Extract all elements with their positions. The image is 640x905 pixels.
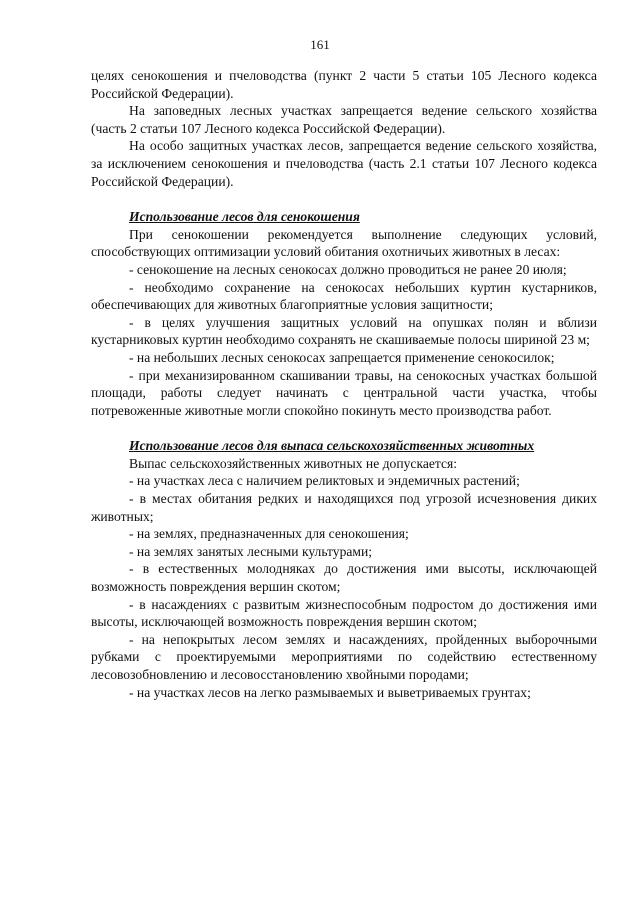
section-intro-grazing: Выпас сельскохозяйственных животных не допускается: — [129, 455, 458, 471]
document-body — [91, 67, 597, 701]
list-item: - сенокошение на лесных сенокосах должно проводиться не ранее 20 июля; — [129, 261, 567, 277]
list-item: - на непокрытых лесом землях и насаждениях, пройденных выборочными рубками с проектируемыми мероприятиями по содействию естественному лесовозобновлению и лесовосстановлению хвойными породами; — [91, 631, 597, 682]
section-intro-haymaking: При сенокошении рекомендуется выполнение следующих условий, способствующих оптимизации условий обитания охотничьих животных в лесах: — [91, 226, 597, 260]
paragraph-protected-forests: На особо защитных участках лесов, запрещается ведение сельского хозяйства, за исключением сенокошения и пчеловодства (часть 2.1 статьи 107 Лесного кодекса Российской Федерации). — [91, 138, 597, 189]
list-item: - в насаждениях с развитым жизнеспособным подростом до достижения ими высоты, исключающей возможность повреждения вершин скотом; — [91, 596, 597, 630]
list-item: - на участках леса с наличием реликтовых и эндемичных растений; — [129, 473, 520, 489]
section-heading-haymaking: Использование лесов для сенокошения — [129, 209, 360, 225]
list-item: - в местах обитания редких и находящихся под угрозой исчезновения диких животных; — [91, 491, 597, 524]
list-item: - на землях, предназначенных для сенокошения; — [129, 526, 409, 542]
list-item: - на землях занятых лесными культурами; — [129, 543, 373, 559]
list-item: - на участках лесов на легко размываемых и выветриваемых грунтах; — [129, 684, 531, 700]
list-item: - в целях улучшения защитных условий на опушках полян и вблизи кустарниковых куртин необходимо сохранять не скашиваемые полосы шириной 23 м; — [91, 314, 597, 348]
list-item: - при механизированном скашивании травы, на сенокосных участках большой площади, работы следует начинать с центральной части участка, чтобы потревоженные животные могли спокойно покинуть место производства работ. — [91, 367, 597, 418]
spacer — [91, 419, 597, 437]
page-number: 161 — [310, 37, 330, 52]
paragraph-reserved-forests: На заповедных лесных участках запрещается ведение сельского хозяйства (часть 2 статьи 107 Лесного кодекса Российской Федерации). — [91, 103, 597, 136]
list-item: - на небольших лесных сенокосах запрещается применение сенокосилок; — [129, 349, 555, 365]
list-item: - необходимо сохранение на сенокосах небольших куртин кустарников, обеспечивающих для животных благоприятные условия защитности; — [91, 279, 597, 313]
paragraph-continued: целях сенокошения и пчеловодства (пункт 2 части 5 статьи 105 Лесного кодекса Российской Федерации). — [91, 68, 597, 101]
list-item: - в естественных молодняках до достижения ими высоты, исключающей возможность повреждения вершин скотом; — [91, 561, 597, 595]
spacer — [91, 190, 597, 208]
section-heading-grazing: Использование лесов для выпаса сельскохозяйственных животных — [129, 438, 535, 454]
